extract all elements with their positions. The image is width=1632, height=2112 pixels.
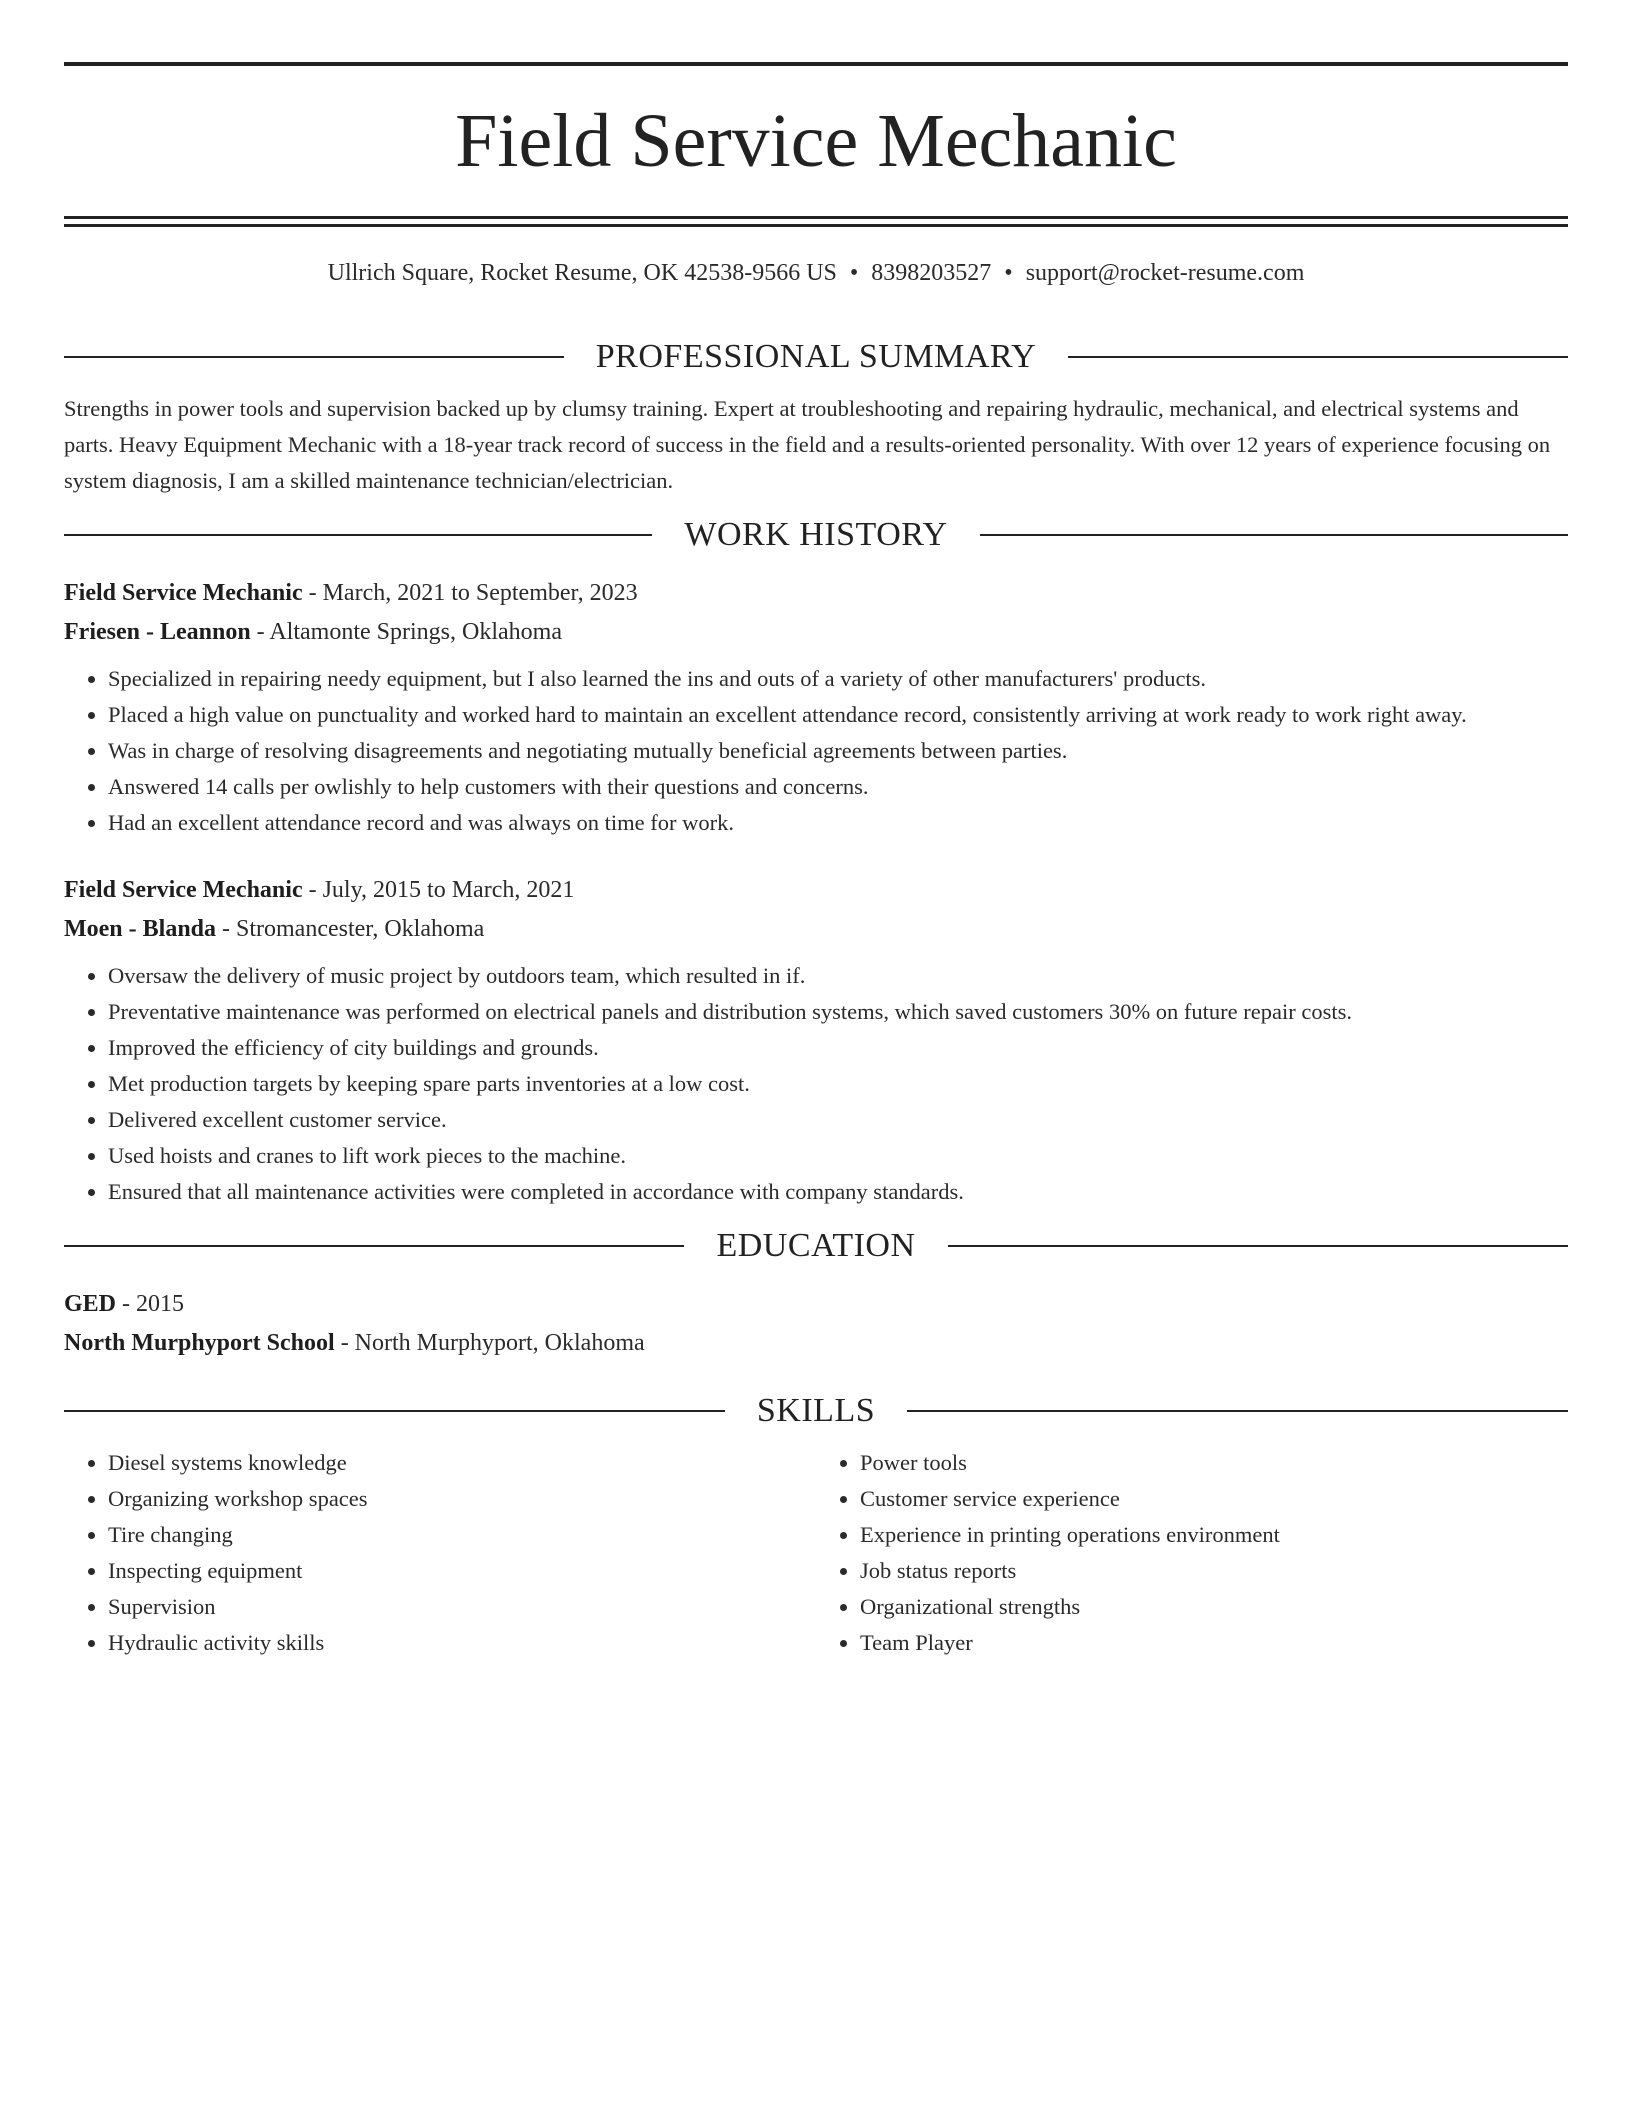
contact-email: support@rocket-resume.com (1025, 260, 1305, 286)
title-double-rule (64, 216, 1568, 227)
section-heading-summary (64, 335, 1568, 379)
heading-rule (64, 1410, 725, 1412)
contact-address: Ullrich Square, Rocket Resume, OK 42538-9566 US (327, 260, 837, 286)
job-bullet: • Specialized in repairing needy equipment, but I also learned the ins and outs of a variety of other manufacturers' products. (108, 661, 1568, 697)
job-dates: - March, 2021 to September, 2023 (302, 580, 638, 606)
job-bullet: • Delivered excellent customer service. (108, 1102, 1568, 1138)
job-dates: - July, 2015 to March, 2021 (302, 877, 575, 903)
top-rule (64, 62, 1568, 66)
contact-separator: • (1004, 260, 1013, 286)
heading-rule (64, 534, 652, 536)
education-school-line (64, 1324, 1568, 1363)
skill-item: • Inspecting equipment (108, 1553, 816, 1589)
education-degree: GED (64, 1291, 117, 1317)
contact-phone: 8398203527 (871, 260, 992, 286)
skills-list-left (64, 1445, 816, 1661)
section-title: WORK HISTORY (684, 516, 948, 553)
section-heading-skills (64, 1389, 1568, 1433)
section-title: SKILLS (756, 1392, 876, 1429)
heading-rule (64, 1245, 684, 1247)
job-title: Field Service Mechanic (64, 580, 303, 606)
job-title-line (64, 871, 1568, 910)
skill-item: • Diesel systems knowledge (108, 1445, 816, 1481)
job-entry (64, 574, 1568, 841)
resume-title: Field Service Mechanic (455, 99, 1177, 183)
job-bullet: • Preventative maintenance was performed on electrical panels and distribution systems, which saved customers 30% on future repair costs. (108, 994, 1568, 1030)
heading-rule (948, 1245, 1568, 1247)
heading-rule (64, 356, 564, 358)
job-bullet: • Improved the efficiency of city buildings and grounds. (108, 1030, 1568, 1066)
skill-item: • Customer service experience (860, 1481, 1568, 1517)
job-entry (64, 871, 1568, 1210)
section-title: PROFESSIONAL SUMMARY (595, 338, 1037, 375)
job-location: - Altamonte Springs, Oklahoma (250, 619, 562, 645)
section-title: EDUCATION (716, 1227, 916, 1264)
education-degree-line (64, 1285, 1568, 1324)
skills-list-right (816, 1445, 1568, 1661)
heading-rule (907, 1410, 1568, 1412)
education-location: - North Murphyport, Oklahoma (334, 1330, 645, 1356)
heading-rule (1068, 356, 1568, 358)
skill-item: • Hydraulic activity skills (108, 1625, 816, 1661)
job-title-line (64, 574, 1568, 613)
skill-item: • Power tools (860, 1445, 1568, 1481)
job-bullet: • Had an excellent attendance record and was always on time for work. (108, 805, 1568, 841)
contact-line (64, 254, 1568, 292)
skill-item: • Experience in printing operations environment (860, 1517, 1568, 1553)
section-heading-work-history (64, 513, 1568, 557)
skill-item: • Organizing workshop spaces (108, 1481, 816, 1517)
job-bullet: • Answered 14 calls per owlishly to help customers with their questions and concerns. (108, 769, 1568, 805)
education-year: - 2015 (116, 1291, 185, 1317)
job-company: Friesen - Leannon (64, 619, 251, 645)
skill-item: • Tire changing (108, 1517, 816, 1553)
skill-item: • Organizational strengths (860, 1589, 1568, 1625)
skill-item: • Supervision (108, 1589, 816, 1625)
job-company-line (64, 910, 1568, 949)
section-heading-education (64, 1224, 1568, 1268)
summary-text: Strengths in power tools and supervision backed up by clumsy training. Expert at troubleshooting and repairing hydraulic, mechanical, and electrical systems and parts. Heavy Equipment Mechanic with a 18-year track record of success in the field and a results-oriented personality. With over 12 years of experience focusing on system diagnosis, I am a skilled maintenance technician/electrician. (64, 396, 1551, 493)
job-bullet: • Placed a high value on punctuality and worked hard to maintain an excellent attendance record, consistently arriving at work ready to work right away. (108, 697, 1568, 733)
job-location: - Stromancester, Oklahoma (216, 916, 485, 942)
skills-columns (64, 1445, 1568, 1661)
job-bullets (64, 958, 1568, 1210)
job-title: Field Service Mechanic (64, 877, 303, 903)
heading-rule (980, 534, 1568, 536)
education-entry (64, 1285, 1568, 1363)
job-bullet: • Oversaw the delivery of music project by outdoors team, which resulted in if. (108, 958, 1568, 994)
skill-item: • Job status reports (860, 1553, 1568, 1589)
job-company: Moen - Blanda (64, 916, 217, 942)
skill-item: • Team Player (860, 1625, 1568, 1661)
contact-separator: • (849, 260, 859, 286)
job-bullet: • Ensured that all maintenance activities were completed in accordance with company standards. (108, 1174, 1568, 1210)
education-school: North Murphyport School (64, 1330, 335, 1356)
job-bullet: • Was in charge of resolving disagreements and negotiating mutually beneficial agreements between parties. (108, 733, 1568, 769)
job-bullets (64, 661, 1568, 841)
job-bullet: • Used hoists and cranes to lift work pieces to the machine. (108, 1138, 1568, 1174)
job-bullet: • Met production targets by keeping spare parts inventories at a low cost. (108, 1066, 1568, 1102)
job-company-line (64, 613, 1568, 652)
